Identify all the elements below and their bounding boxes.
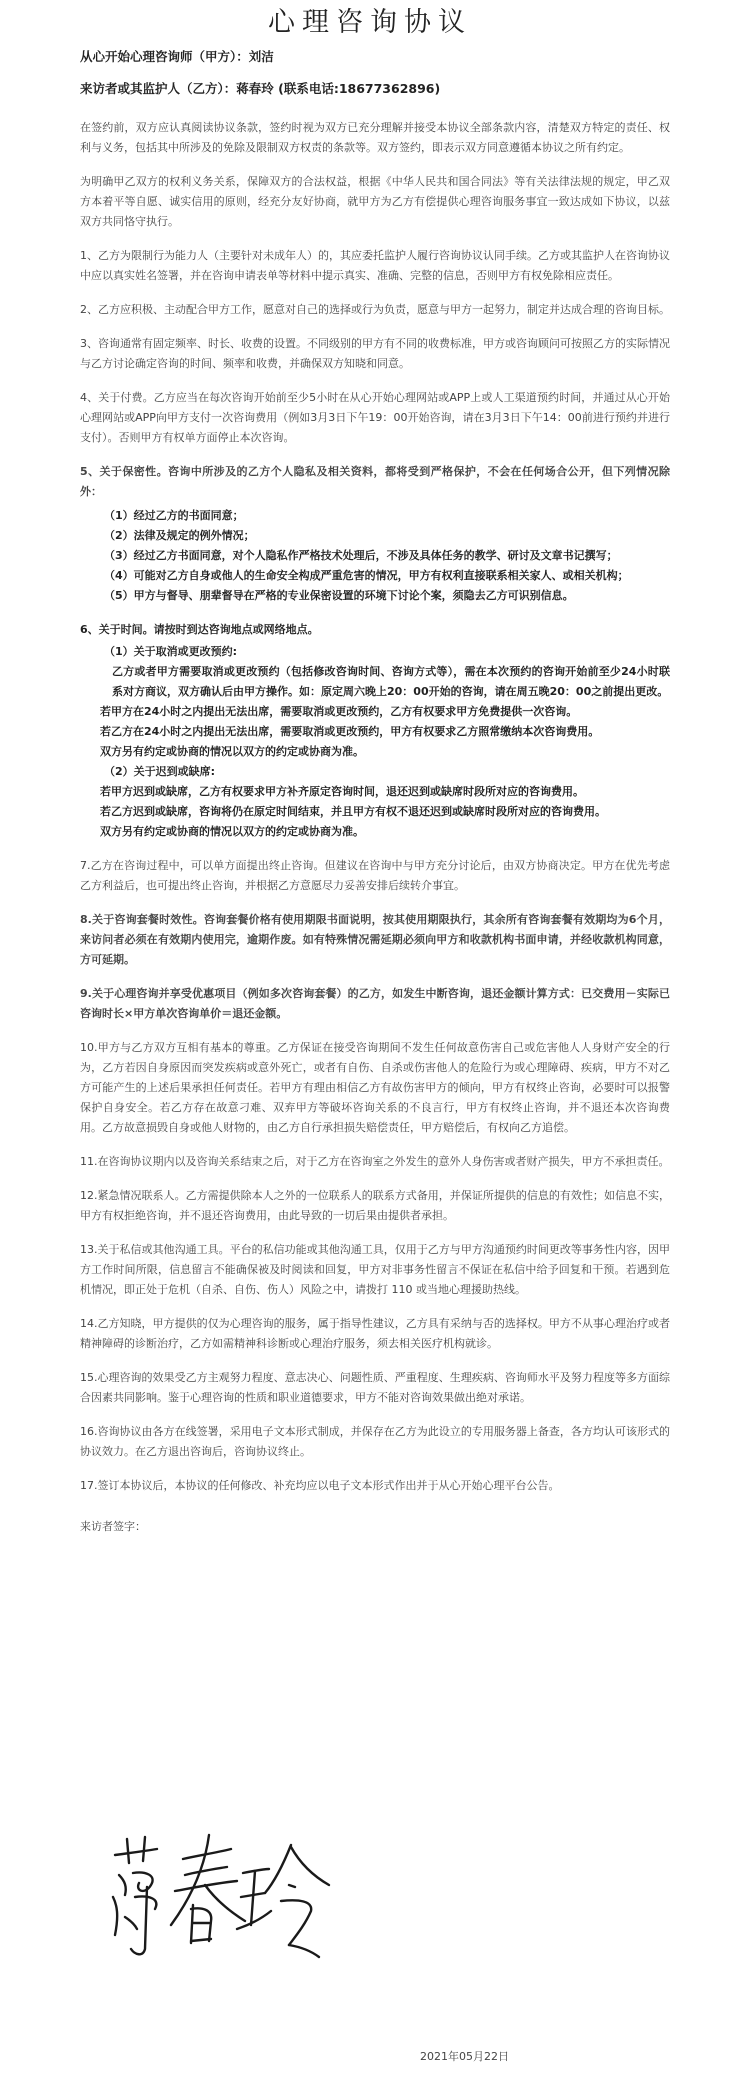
signature-label: 来访者签字： <box>80 1520 146 1533</box>
clause-6 <box>80 620 670 842</box>
clause-6-sub-1-text: 乙方或者甲方需要取消或更改预约（包括修改咨询时间、咨询方式等），需在本次预约的咨询开始前至少24小时联系对方商议，双方确认后由甲方操作。如：原定周六晚上20：00开始的咨询，请在周五晚20：00之前提出更改。 <box>112 665 670 698</box>
clause-12: 12.紧急情况联系人。乙方需提供除本人之外的一位联系人的联系方式备用，并保证所提供的信息的有效性；如信息不实，甲方有权拒绝咨询，并不退还咨询费用，由此导致的一切后果由提供者承担。 <box>80 1189 670 1222</box>
page-title: 心理咨询协议 <box>268 7 472 38</box>
clause-4: 4、关于付费。乙方应当在每次咨询开始前至少5小时在从心开始心理网站或APP上或人工渠道预约时间，并通过从心开始心理网站或APP向甲方支付一次咨询费用（例如3月3日下午19：00开始咨询，请在3月3日下午14：00前进行预约并进行支付）。否则甲方有权单方面停止本次咨询。 <box>80 391 670 444</box>
clause-6-sub-1-line: 若甲方在24小时之内提出无法出席，需要取消或更改预约，乙方有权要求甲方免费提供一次咨询。 <box>100 705 578 718</box>
clause-5-item: （4）可能对乙方自身或他人的生命安全构成严重危害的情况，甲方有权利直接联系相关家人、或相关机构； <box>104 569 629 582</box>
clause-9: 9.关于心理咨询并享受优惠项目（例如多次咨询套餐）的乙方，如发生中断咨询，退还金额计算方式：已交费用－实际已咨询时长×甲方单次咨询单价＝退还金额。 <box>80 987 670 1020</box>
clause-2: 2、乙方应积极、主动配合甲方工作，愿意对自己的选择或行为负责，愿意与甲方一起努力，制定并达成合理的咨询目标。 <box>80 303 670 316</box>
clause-6-sub-1-line: 若乙方在24小时之内提出无法出席，需要取消或更改预约，甲方有权要求乙方照常缴纳本次咨询费用。 <box>100 725 600 738</box>
clause-5-item: （5）甲方与督导、朋辈督导在严格的专业保密设置的环境下讨论个案，须隐去乙方可识别信息。 <box>104 589 574 602</box>
clause-5-item: （1）经过乙方的书面同意； <box>104 509 244 522</box>
clause-5-item: （2）法律及规定的例外情况； <box>104 529 255 542</box>
clause-5 <box>80 462 670 606</box>
handwritten-signature <box>105 1825 335 1975</box>
clause-6-sub-1-line: 双方另有约定或协商的情况以双方的约定或协商为准。 <box>100 745 364 758</box>
clause-7: 7.乙方在咨询过程中，可以单方面提出终止咨询。但建议在咨询中与甲方充分讨论后，由双方协商决定。甲方在优先考虑乙方利益后，也可提出终止咨询，并根据乙方意愿尽力妥善安排后续转介事宜。 <box>80 859 670 892</box>
clause-6-heading: 6、关于时间。请按时到达咨询地点或网络地点。 <box>80 623 319 636</box>
clause-14: 14.乙方知晓，甲方提供的仅为心理咨询的服务，属于指导性建议，乙方具有采纳与否的选择权。甲方不从事心理治疗或者精神障碍的诊断治疗，乙方如需精神科诊断或心理治疗服务，须去相关医疗机构就诊。 <box>80 1317 670 1350</box>
clause-17: 17.签订本协议后，本协议的任何修改、补充均应以电子文本形式作出并于从心开始心理平台公告。 <box>80 1479 560 1492</box>
party-a: 从心开始心理咨询师（甲方）：刘洁 <box>80 49 274 64</box>
clause-6-sub-1-heading: （1）关于取消或更改预约: <box>104 645 238 658</box>
party-b: 来访者或其监护人（乙方）：蒋春玲 (联系电话:18677362896) <box>80 81 441 96</box>
agreement-body <box>80 48 670 1534</box>
clause-3: 3、咨询通常有固定频率、时长、收费的设置。不同级别的甲方有不同的收费标准，甲方或咨询顾问可按照乙方的实际情况与乙方讨论确定咨询的时间、频率和收费，并确保双方知晓和同意。 <box>80 337 670 370</box>
clause-15: 15.心理咨询的效果受乙方主观努力程度、意志决心、问题性质、严重程度、生理疾病、咨询师水平及努力程度等多方面综合因素共同影响。鉴于心理咨询的性质和职业道德要求，甲方不能对咨询效果做出绝对承诺。 <box>80 1371 670 1404</box>
intro-paragraph-2: 为明确甲乙双方的权利义务关系，保障双方的合法权益，根据《中华人民共和国合同法》等有关法律法规的规定，甲乙双方本着平等自愿、诚实信用的原则，经充分友好协商，就甲方为乙方有偿提供心理咨询服务事宜一致达成如下协议，以兹双方共同恪守执行。 <box>80 175 670 228</box>
clause-10: 10.甲方与乙方双方互相有基本的尊重。乙方保证在接受咨询期间不发生任何故意伤害自己或危害他人人身财产安全的行为，乙方若因自身原因而突发疾病或意外死亡，或者有自伤、自杀或伤害他人的危险行为或心理障碍、疾病，甲方不对乙方可能产生的上述后果承担任何责任。若甲方有理由相信乙方有故伤害甲方的倾向，甲方有权终止咨询，必要时可以报警保护自身安全。若乙方存在故意刁难、双弃甲方等破坏咨询关系的不良言行，甲方有权终止咨询，并不退还本次咨询费用。乙方故意损毁自身或他人财物的，由乙方自行承担损失赔偿责任，甲方赔偿后，有权向乙方追偿。 <box>80 1041 670 1134</box>
clause-16: 16.咨询协议由各方在线签署，采用电子文本形式制成，并保存在乙方为此设立的专用服务器上备查，各方均认可该形式的协议效力。在乙方退出咨询后，咨询协议终止。 <box>80 1425 670 1458</box>
clause-5-heading: 5、关于保密性。咨询中所涉及的乙方个人隐私及相关资料，都将受到严格保护，不会在任何场合公开，但下列情况除外： <box>80 465 670 498</box>
clause-6-sub-2-line: 双方另有约定或协商的情况以双方的约定或协商为准。 <box>100 825 364 838</box>
clause-11: 11.在咨询协议期内以及咨询关系结束之后，对于乙方在咨询室之外发生的意外人身伤害或者财产损失，甲方不承担责任。 <box>80 1155 670 1168</box>
clause-1: 1、乙方为限制行为能力人（主要针对未成年人）的，其应委托监护人履行咨询协议认同手续。乙方或其监护人在咨询协议中应以真实姓名签署，并在咨询申请表单等材料中提示真实、准确、完整的信息，否则甲方有权免除相应责任。 <box>80 249 670 282</box>
intro-paragraph-1: 在签约前，双方应认真阅读协议条款，签约时视为双方已充分理解并接受本协议全部条款内容，清楚双方特定的责任、权利与义务，包括其中所涉及的免除及限制双方权责的条款等。双方签约，即表示双方同意遵循本协议之所有约定。 <box>80 121 670 154</box>
signature-date: 2021年05月22日 <box>420 2050 509 2063</box>
clause-6-sub-2-heading: （2）关于迟到或缺席: <box>104 765 216 778</box>
clause-13: 13.关于私信或其他沟通工具。平台的私信功能或其他沟通工具，仅用于乙方与甲方沟通预约时间更改等事务性内容，因甲方工作时间所限，信息留言不能确保被及时阅读和回复，甲方对非事务性留言不保证在私信中给予回复和干预。若遇到危机情况，即正处于危机（自杀、自伤、伤人）风险之中，请拨打 110 或当地心理援助热线。 <box>80 1243 670 1296</box>
clause-5-item: （3）经过乙方书面同意，对个人隐私作严格技术处理后，不涉及具体任务的教学、研讨及文章书记撰写； <box>104 549 618 562</box>
clause-8: 8.关于咨询套餐时效性。咨询套餐价格有使用期限书面说明，按其使用期限执行，其余所有咨询套餐有效期均为6个月，来访问者必须在有效期内使用完，逾期作废。如有特殊情况需延期必须向甲方和收款机构书面申请，并经收款机构同意，方可延期。 <box>80 913 670 966</box>
clause-6-sub-2-line: 若甲方迟到或缺席，乙方有权要求甲方补齐原定咨询时间，退还迟到或缺席时段所对应的咨询费用。 <box>100 785 584 798</box>
clause-6-sub-2-line: 若乙方迟到或缺席，咨询将仍在原定时间结束，并且甲方有权不退还迟到或缺席时段所对应的咨询费用。 <box>100 805 606 818</box>
